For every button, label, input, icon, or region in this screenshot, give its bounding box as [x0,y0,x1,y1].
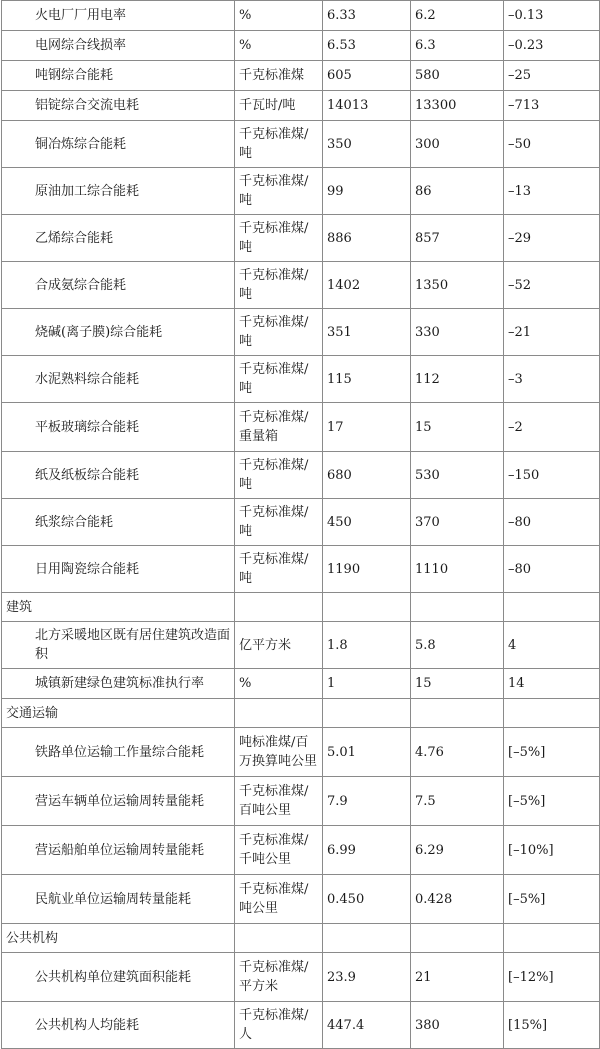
value-2010-cell: 6.33 [323,1,411,31]
empty-cell [504,924,600,953]
table-row [2,31,600,61]
indicator-name: 水泥熟料综合能耗 [2,356,235,403]
change-cell: 14 [504,669,600,699]
value-2015-cell: 21 [411,953,504,1002]
indicator-name: 火电厂厂用电率 [2,1,235,31]
section-title: 公共机构 [2,924,235,953]
change-cell: –52 [504,262,600,309]
unit-cell: 千克标准煤/千吨公里 [235,826,323,875]
empty-cell [235,924,323,953]
change-cell: –0.23 [504,31,600,61]
empty-cell [411,699,504,728]
change-cell: [–5%] [504,875,600,924]
unit-cell: 千克标准煤/吨 [235,546,323,593]
section-row [2,924,600,953]
table-row [2,309,600,356]
indicator-name: 纸浆综合能耗 [2,499,235,546]
empty-cell [411,924,504,953]
value-2015-cell: 370 [411,499,504,546]
unit-cell: % [235,669,323,699]
value-2015-cell: 300 [411,121,504,168]
value-2010-cell: 99 [323,168,411,215]
indicator-name: 公共机构单位建筑面积能耗 [2,953,235,1002]
table-row [2,728,600,777]
empty-cell [323,924,411,953]
indicator-name: 合成氨综合能耗 [2,262,235,309]
change-cell: –50 [504,121,600,168]
empty-cell [411,593,504,622]
table-row [2,777,600,826]
value-2015-cell: 580 [411,61,504,91]
value-2015-cell: 1110 [411,546,504,593]
unit-cell: 亿平方米 [235,622,323,669]
value-2010-cell: 1 [323,669,411,699]
unit-cell: % [235,1,323,31]
table-row [2,61,600,91]
empty-cell [323,593,411,622]
table-row [2,953,600,1002]
unit-cell: 千克标准煤/吨 [235,121,323,168]
unit-cell: 千克标准煤/吨 [235,499,323,546]
indicator-name: 铝锭综合交流电耗 [2,91,235,121]
change-cell: –21 [504,309,600,356]
table-row [2,215,600,262]
change-cell: –13 [504,168,600,215]
indicator-name: 营运船舶单位运输周转量能耗 [2,826,235,875]
table-row [2,168,600,215]
value-2010-cell: 115 [323,356,411,403]
value-2015-cell: 330 [411,309,504,356]
value-2010-cell: 1.8 [323,622,411,669]
change-cell: [–12%] [504,953,600,1002]
value-2010-cell: 6.53 [323,31,411,61]
indicator-name: 铜冶炼综合能耗 [2,121,235,168]
unit-cell: 千克标准煤/吨 [235,262,323,309]
unit-cell: 吨标准煤/百万换算吨公里 [235,728,323,777]
value-2015-cell: 6.2 [411,1,504,31]
section-title: 建筑 [2,593,235,622]
value-2015-cell: 1350 [411,262,504,309]
value-2015-cell: 15 [411,403,504,452]
indicator-name: 铁路单位运输工作量综合能耗 [2,728,235,777]
indicator-name: 原油加工综合能耗 [2,168,235,215]
unit-cell: % [235,31,323,61]
unit-cell: 千克标准煤/人 [235,1002,323,1049]
unit-cell: 千克标准煤/吨 [235,356,323,403]
table-body [2,1,600,1049]
change-cell: –3 [504,356,600,403]
section-row [2,593,600,622]
value-2010-cell: 1402 [323,262,411,309]
value-2010-cell: 605 [323,61,411,91]
change-cell: –80 [504,499,600,546]
unit-cell: 千克标准煤 [235,61,323,91]
table-row [2,546,600,593]
unit-cell: 千克标准煤/平方米 [235,953,323,1002]
unit-cell: 千克标准煤/吨公里 [235,875,323,924]
change-cell: –25 [504,61,600,91]
value-2015-cell: 7.5 [411,777,504,826]
unit-cell: 千瓦时/吨 [235,91,323,121]
table-row [2,262,600,309]
value-2010-cell: 7.9 [323,777,411,826]
section-title: 交通运输 [2,699,235,728]
indicator-name: 纸及纸板综合能耗 [2,452,235,499]
value-2010-cell: 886 [323,215,411,262]
table-row [2,622,600,669]
indicator-name: 民航业单位运输周转量能耗 [2,875,235,924]
value-2010-cell: 350 [323,121,411,168]
change-cell: –29 [504,215,600,262]
indicator-name: 电网综合线损率 [2,31,235,61]
value-2015-cell: 530 [411,452,504,499]
unit-cell: 千克标准煤/吨 [235,215,323,262]
indicator-name: 平板玻璃综合能耗 [2,403,235,452]
table-row [2,403,600,452]
indicator-name: 吨钢综合能耗 [2,61,235,91]
indicator-name: 北方采暖地区既有居住建筑改造面积 [2,622,235,669]
unit-cell: 千克标准煤/吨 [235,309,323,356]
value-2015-cell: 4.76 [411,728,504,777]
value-2010-cell: 1190 [323,546,411,593]
value-2015-cell: 6.29 [411,826,504,875]
change-cell: [–5%] [504,728,600,777]
value-2010-cell: 351 [323,309,411,356]
table-row [2,1002,600,1049]
value-2010-cell: 23.9 [323,953,411,1002]
value-2015-cell: 5.8 [411,622,504,669]
empty-cell [504,699,600,728]
empty-cell [323,699,411,728]
unit-cell: 千克标准煤/百吨公里 [235,777,323,826]
value-2010-cell: 450 [323,499,411,546]
value-2015-cell: 15 [411,669,504,699]
value-2015-cell: 380 [411,1002,504,1049]
value-2010-cell: 6.99 [323,826,411,875]
table-row [2,121,600,168]
value-2015-cell: 112 [411,356,504,403]
change-cell: –713 [504,91,600,121]
empty-cell [235,593,323,622]
value-2010-cell: 0.450 [323,875,411,924]
indicator-name: 烧碱(离子膜)综合能耗 [2,309,235,356]
empty-cell [504,593,600,622]
table-row [2,875,600,924]
value-2015-cell: 6.3 [411,31,504,61]
table-row [2,499,600,546]
value-2015-cell: 0.428 [411,875,504,924]
unit-cell: 千克标准煤/重量箱 [235,403,323,452]
change-cell: –80 [504,546,600,593]
change-cell: –0.13 [504,1,600,31]
change-cell: [–5%] [504,777,600,826]
unit-cell: 千克标准煤/吨 [235,168,323,215]
table-row [2,669,600,699]
energy-indicator-table [1,0,600,1049]
value-2010-cell: 17 [323,403,411,452]
value-2015-cell: 857 [411,215,504,262]
table-row [2,452,600,499]
value-2010-cell: 5.01 [323,728,411,777]
indicator-name: 日用陶瓷综合能耗 [2,546,235,593]
value-2015-cell: 86 [411,168,504,215]
table-row [2,1,600,31]
unit-cell: 千克标准煤/吨 [235,452,323,499]
section-row [2,699,600,728]
change-cell: –150 [504,452,600,499]
empty-cell [235,699,323,728]
value-2010-cell: 447.4 [323,1002,411,1049]
change-cell: [–10%] [504,826,600,875]
indicator-name: 城镇新建绿色建筑标准执行率 [2,669,235,699]
table-row [2,356,600,403]
change-cell: –2 [504,403,600,452]
table-row [2,91,600,121]
indicator-name: 公共机构人均能耗 [2,1002,235,1049]
value-2010-cell: 14013 [323,91,411,121]
value-2010-cell: 680 [323,452,411,499]
change-cell: 4 [504,622,600,669]
value-2015-cell: 13300 [411,91,504,121]
table-row [2,826,600,875]
indicator-name: 营运车辆单位运输周转量能耗 [2,777,235,826]
indicator-name: 乙烯综合能耗 [2,215,235,262]
change-cell: [15%] [504,1002,600,1049]
